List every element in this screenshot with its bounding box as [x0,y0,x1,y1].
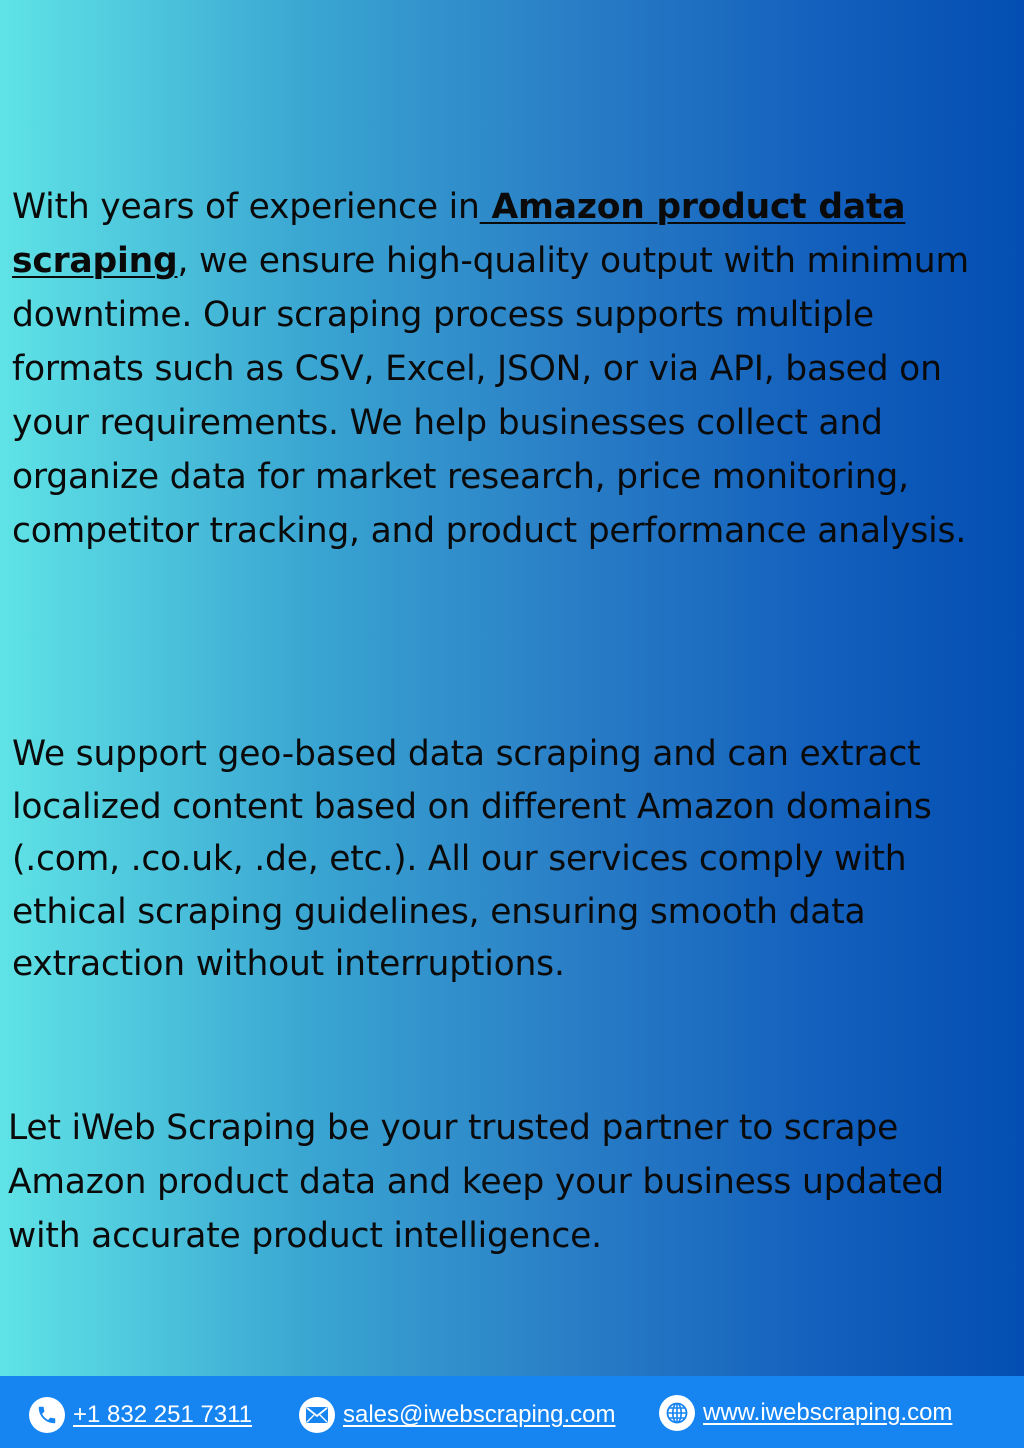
website-link[interactable]: www.iwebscraping.com [703,1399,953,1426]
paragraph-call-to-action: Let iWeb Scraping be your trusted partner to scrape Amazon product data and keep your business updated with accurate product intelligence. [8,1108,945,1256]
amazon-scraping-link[interactable]: Amazon product data scraping [12,187,906,281]
paragraph-geo-scraping: We support geo-based data scraping and can extract localized content based on different Amazon domains (.com, .co.uk, .de, etc.). All our services comply with ethical scraping guidelines, ensuring smooth data extraction without interruptions. [12,734,932,984]
phone-icon [29,1397,65,1433]
globe-icon [659,1395,695,1431]
contact-website [659,1394,952,1432]
paragraph-text: , we ensure high-quality output with minimum downtime. Our scraping process supports multiple formats such as CSV, Excel, JSON, or via API, based on your requirements. We help businesses collect and organize data for market research, price monitoring, competitor tracking, and product performance analysis. [12,241,969,551]
contact-phone [29,1396,252,1434]
paragraph-experience [12,180,1012,558]
paragraph-text: With years of experience in [12,187,480,227]
contact-email [299,1396,615,1434]
email-link[interactable]: sales@iwebscraping.com [343,1401,616,1428]
phone-link[interactable]: +1 832 251 7311 [73,1401,253,1428]
contact-footer [0,1376,1024,1448]
envelope-icon [299,1397,335,1433]
